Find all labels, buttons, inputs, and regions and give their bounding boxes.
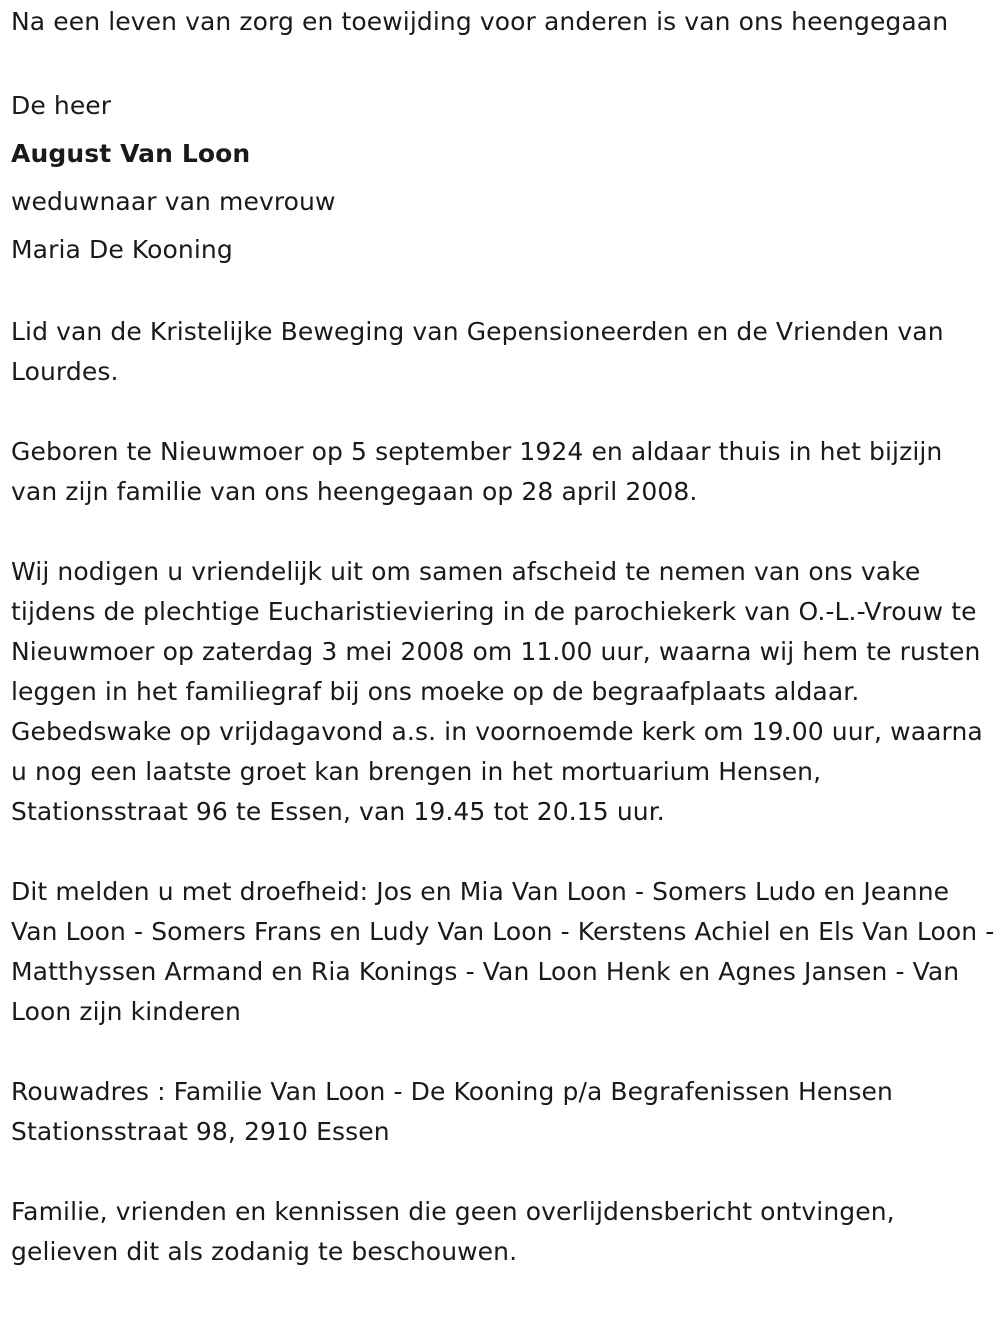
salutation: De heer xyxy=(11,91,112,120)
membership-text: Lid van de Kristelijke Beweging van Gepensioneerden en de Vrienden van Lourdes. xyxy=(11,317,944,386)
deceased-name: August Van Loon xyxy=(11,139,251,168)
relation-text: weduwnaar van mevrouw xyxy=(11,187,336,216)
spouse-name: Maria De Kooning xyxy=(11,235,233,264)
intro-text: Na een leven van zorg en toewijding voor anderen is van ons heengegaan xyxy=(11,7,949,36)
deceased-block xyxy=(11,82,1000,274)
address-text: Rouwadres : Familie Van Loon - De Kooning p/a Begrafenissen Hensen Stationsstraat 98, 2910 Essen xyxy=(11,1077,893,1146)
closing-text: Familie, vrienden en kennissen die geen overlijdensbericht ontvingen, gelieven dit als zodanig te beschouwen. xyxy=(11,1197,895,1266)
announcers-text: Dit melden u met droefheid: Jos en Mia Van Loon - Somers Ludo en Jeanne Van Loon - Somers Frans en Ludy Van Loon - Kerstens Achiel en Els Van Loon - Matthyssen Armand en Ria Konings - Van Loon Henk en Agnes Jansen - Van Loon zijn kinderen xyxy=(11,877,995,1026)
ceremony-text: Wij nodigen u vriendelijk uit om samen afscheid te nemen van ons vake tijdens de plechtige Eucharistieviering in de parochiekerk van O.-L.-Vrouw te Nieuwmoer op zaterdag 3 mei 2008 om 11.00 uur, waarna wij hem te rusten leggen in het familiegraf bij ons moeke op de begraafplaats aldaar. Gebedswake op vrijdagavond a.s. in voornoemde kerk om 19.00 uur, waarna u nog een laatste groet kan brengen in het mortuarium Hensen, Stationsstraat 96 te Essen, van 19.45 tot 20.15 uur. xyxy=(11,557,983,826)
birth-death-text: Geboren te Nieuwmoer op 5 september 1924 en aldaar thuis in het bijzijn van zijn familie van ons heengegaan op 28 april 2008. xyxy=(11,437,943,506)
